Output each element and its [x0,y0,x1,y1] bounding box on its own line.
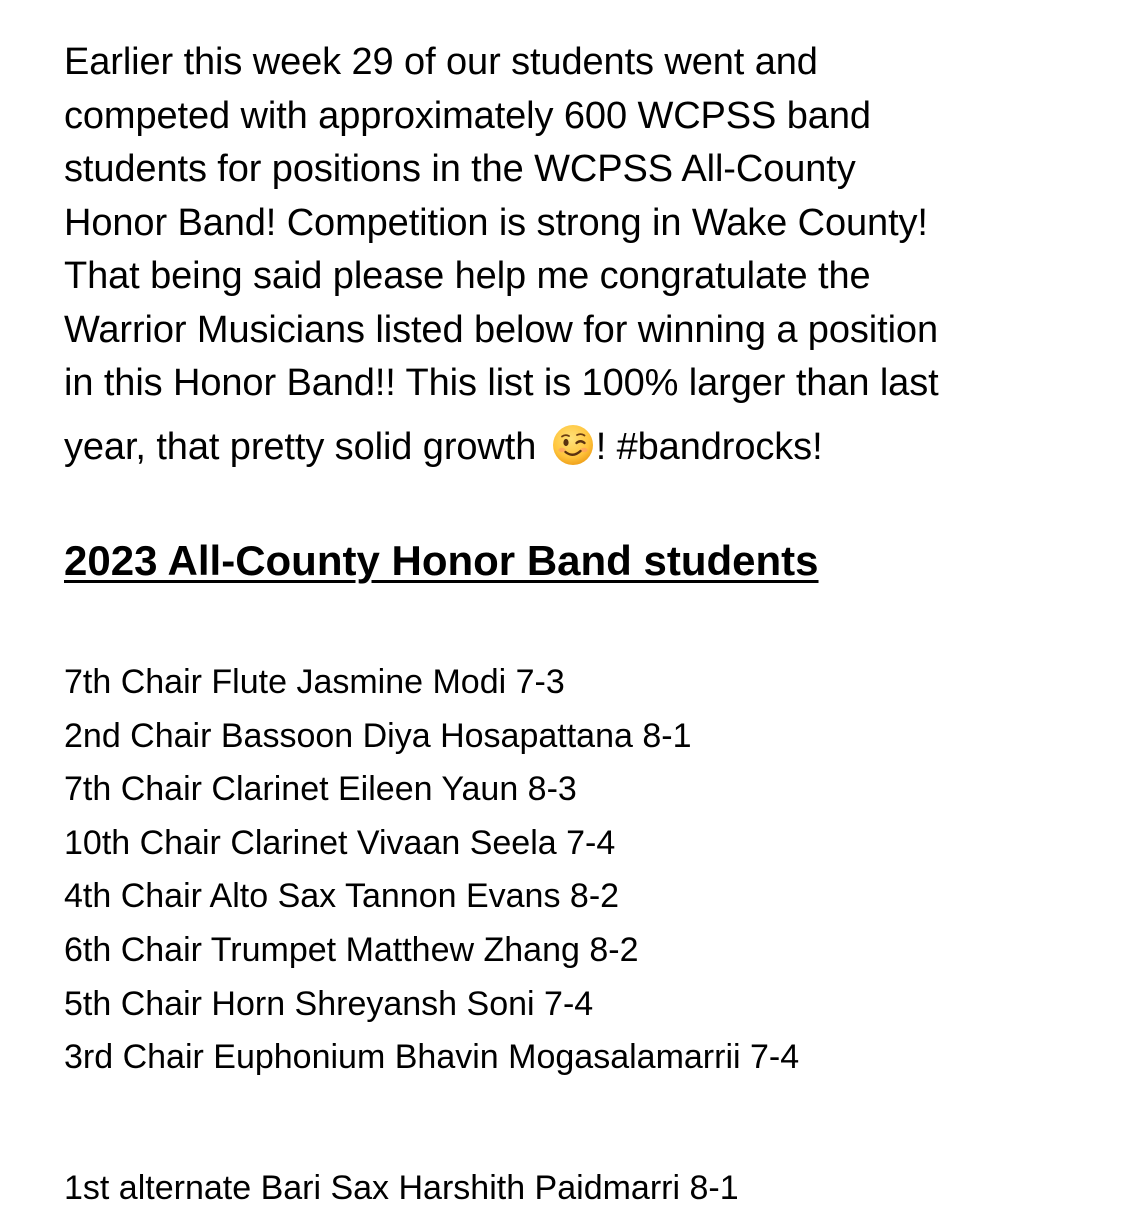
intro-line: Earlier this week 29 of our students went and [64,41,818,83]
intro-line-text: year, that pretty solid growth [64,425,547,468]
alternate-entry: 1st alternate Bari Sax Harshith Paidmarri 8-1 [64,1169,739,1207]
roster-item: 7th Chair Clarinet Eileen Yaun 8-3 [64,770,577,809]
roster-item: 7th Chair Flute Jasmine Modi 7-3 [64,663,565,701]
intro-line: That being said please help me congratulate the [64,255,871,297]
intro-line: students for positions in the WCPSS All-County [64,148,856,190]
roster-item: 6th Chair Trumpet Matthew Zhang 8-2 [64,930,639,969]
roster-item: 2nd Chair Bassoon Diya Hosapattana 8-1 [64,716,692,755]
document-page [64,36,1124,1207]
intro-line: in this Honor Band!! This list is 100% larger than last [64,362,939,404]
roster-item: 10th Chair Clarinet Vivaan Seela 7-4 [64,823,616,862]
honor-band-roster [64,656,799,1085]
roster-item: 3rd Chair Euphonium Bhavin Mogasalamarrii 7-4 [64,1038,800,1077]
intro-line: Warrior Musicians listed below for winning a position [64,308,938,351]
winking-face-icon [551,423,595,467]
roster-item: 5th Chair Horn Shreyansh Soni 7-4 [64,984,594,1023]
intro-line: Honor Band! Competition is strong in Wake County! [64,201,928,244]
roster-item: 4th Chair Alto Sax Tannon Evans 8-2 [64,877,620,916]
section-heading: 2023 All-County Honor Band students [64,537,819,584]
intro-paragraph [64,36,1124,474]
intro-line-text: ! #bandrocks! [595,425,823,468]
intro-line-last [64,421,1124,475]
intro-line: competed with approximately 600 WCPSS band [64,94,871,137]
